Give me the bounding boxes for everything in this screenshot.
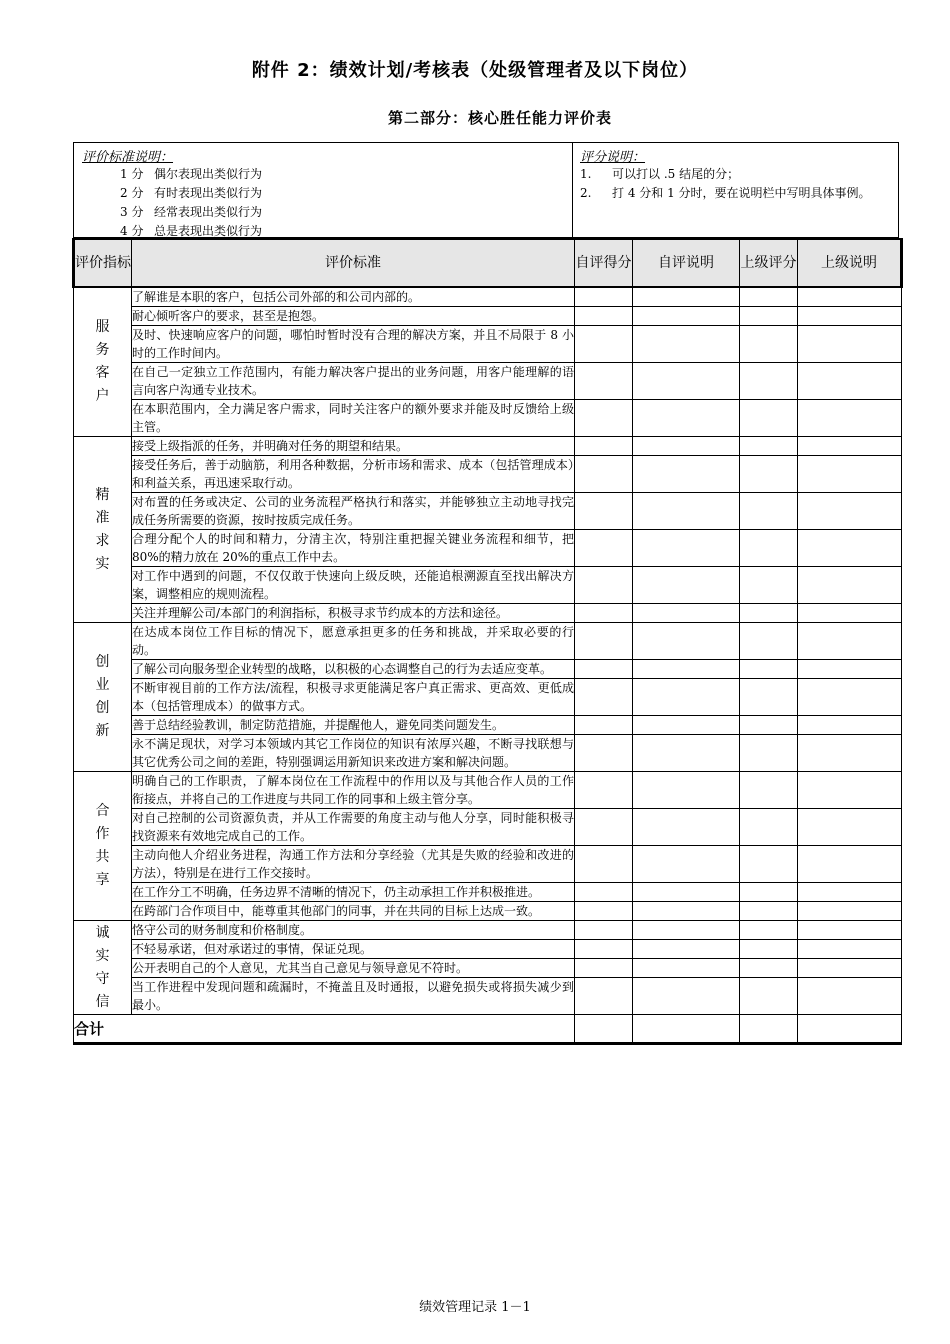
category-label: 服务客户 (74, 287, 132, 437)
criterion-text: 不轻易承诺，但对承诺过的事情，保证兑现。 (132, 940, 575, 959)
self-score-cell[interactable] (575, 959, 633, 978)
table-row (74, 363, 902, 400)
table-row (74, 604, 902, 623)
criteria-note (82, 146, 562, 241)
manager-comment-cell[interactable] (798, 883, 902, 902)
criterion-text: 对工作中遇到的问题，不仅仅敢于快速向上级反映，还能追根溯源直至找出解决方案，调整相应的规则流程。 (132, 567, 575, 604)
manager-score-cell[interactable] (740, 623, 798, 660)
criteria-level: 1 分 偶尔表现出类似行为 (120, 167, 263, 181)
self-score-cell[interactable] (575, 326, 633, 363)
manager-comment-cell[interactable] (798, 902, 902, 921)
manager-score-cell[interactable] (740, 660, 798, 679)
self-comment-cell[interactable] (633, 530, 740, 567)
table-row (74, 660, 902, 679)
criterion-text: 合理分配个人的时间和精力，分清主次，特别注重把握关键业务流程和细节，把 80%的精力放在 20%的重点工作中去。 (132, 530, 575, 567)
table-row (74, 921, 902, 940)
criterion-text: 当工作进程中发现问题和疏漏时，不掩盖且及时通报，以避免损失或将损失减少到最小。 (132, 978, 575, 1015)
table-row (74, 978, 902, 1015)
self-score-cell[interactable] (575, 493, 633, 530)
self-comment-cell[interactable] (633, 809, 740, 846)
self-score-cell[interactable] (575, 940, 633, 959)
criterion-text: 不断审视目前的工作方法/流程，积极寻求更能满足客户真正需求、更高效、更低成本（包括管理成本）的做事方式。 (132, 679, 575, 716)
criterion-text: 了解公司向服务型企业转型的战略，以积极的心态调整自己的行为去适应变革。 (132, 660, 575, 679)
criterion-text: 了解谁是本职的客户，包括公司外部的和公司内部的。 (132, 287, 575, 307)
self-comment-cell[interactable] (633, 456, 740, 493)
table-row (74, 772, 902, 809)
manager-comment-cell[interactable] (798, 716, 902, 735)
self-score-cell[interactable] (575, 530, 633, 567)
page-footer: 绩效管理记录 1－1 (419, 1300, 531, 1315)
criterion-text: 及时、快速响应客户的问题，哪怕时暂时没有合理的解决方案，并且不局限于 8 小时的工作时间内。 (132, 326, 575, 363)
criterion-text: 明确自己的工作职责，了解本岗位在工作流程中的作用以及与其他合作人员的工作衔接点，并将自己的工作进度与共同工作的同事和上级主管分享。 (132, 772, 575, 809)
manager-comment-cell[interactable] (798, 493, 902, 530)
total-self-comment[interactable] (633, 1015, 740, 1044)
manager-score-cell[interactable] (740, 809, 798, 846)
criterion-text: 在工作分工不明确，任务边界不清晰的情况下，仍主动承担工作并积极推进。 (132, 883, 575, 902)
header-indicator: 评价指标 (74, 239, 132, 287)
manager-score-cell[interactable] (740, 902, 798, 921)
manager-score-cell[interactable] (740, 530, 798, 567)
self-comment-cell[interactable] (633, 623, 740, 660)
self-score-cell[interactable] (575, 604, 633, 623)
total-manager-score[interactable] (740, 1015, 798, 1044)
self-score-cell[interactable] (575, 287, 633, 307)
self-score-cell[interactable] (575, 660, 633, 679)
manager-score-cell[interactable] (740, 400, 798, 437)
table-row (74, 493, 902, 530)
table-row (74, 716, 902, 735)
manager-comment-cell[interactable] (798, 809, 902, 846)
competency-evaluation-table (72, 238, 903, 1045)
criteria-note-heading: 评价标准说明： (82, 150, 174, 165)
criteria-level: 4 分 总是表现出类似行为 (120, 224, 263, 238)
manager-score-cell[interactable] (740, 326, 798, 363)
page-subtitle: 第二部分：核心胜任能力评价表 (387, 109, 612, 127)
manager-comment-cell[interactable] (798, 679, 902, 716)
table-row (74, 287, 902, 307)
manager-comment-cell[interactable] (798, 940, 902, 959)
criterion-text: 公开表明自己的个人意见，尤其当自己意见与领导意见不符时。 (132, 959, 575, 978)
manager-score-cell[interactable] (740, 307, 798, 326)
manager-score-cell[interactable] (740, 363, 798, 400)
table-row (74, 567, 902, 604)
self-comment-cell[interactable] (633, 959, 740, 978)
header-manager-score: 上级评分 (740, 239, 798, 287)
criterion-text: 在自己一定独立工作范围内，有能力解决客户提出的业务问题，用客户能理解的语言向客户沟通专业技术。 (132, 363, 575, 400)
manager-comment-cell[interactable] (798, 437, 902, 456)
manager-comment-cell[interactable] (798, 307, 902, 326)
self-score-cell[interactable] (575, 456, 633, 493)
category-label: 创业创新 (74, 623, 132, 772)
scoring-note-heading: 评分说明： (580, 150, 646, 165)
manager-comment-cell[interactable] (798, 772, 902, 809)
self-comment-cell[interactable] (633, 307, 740, 326)
self-comment-cell[interactable] (633, 567, 740, 604)
table-row (74, 846, 902, 883)
manager-score-cell[interactable] (740, 604, 798, 623)
self-comment-cell[interactable] (633, 363, 740, 400)
self-score-cell[interactable] (575, 735, 633, 772)
manager-score-cell[interactable] (740, 772, 798, 809)
manager-score-cell[interactable] (740, 437, 798, 456)
manager-comment-cell[interactable] (798, 921, 902, 940)
header-criteria: 评价标准 (132, 239, 575, 287)
table-row (74, 902, 902, 921)
header-self-comment: 自评说明 (633, 239, 740, 287)
manager-comment-cell[interactable] (798, 660, 902, 679)
self-score-cell[interactable] (575, 567, 633, 604)
manager-score-cell[interactable] (740, 883, 798, 902)
self-score-cell[interactable] (575, 623, 633, 660)
table-row (74, 623, 902, 660)
table-row (74, 437, 902, 456)
manager-comment-cell[interactable] (798, 959, 902, 978)
total-self-score[interactable] (575, 1015, 633, 1044)
table-row (74, 940, 902, 959)
table-row (74, 883, 902, 902)
self-score-cell[interactable] (575, 846, 633, 883)
table-row (74, 456, 902, 493)
self-comment-cell[interactable] (633, 978, 740, 1015)
self-score-cell[interactable] (575, 363, 633, 400)
self-comment-cell[interactable] (633, 883, 740, 902)
manager-score-cell[interactable] (740, 679, 798, 716)
criterion-text: 对布置的任务或决定、公司的业务流程严格执行和落实，并能够独立主动地寻找完成任务所需要的资源，按时按质完成任务。 (132, 493, 575, 530)
manager-comment-cell[interactable] (798, 400, 902, 437)
table-row (74, 530, 902, 567)
manager-comment-cell[interactable] (798, 363, 902, 400)
manager-comment-cell[interactable] (798, 735, 902, 772)
self-comment-cell[interactable] (633, 287, 740, 307)
table-row (74, 400, 902, 437)
manager-comment-cell[interactable] (798, 530, 902, 567)
self-score-cell[interactable] (575, 772, 633, 809)
self-comment-cell[interactable] (633, 735, 740, 772)
instructions-divider (572, 143, 573, 237)
category-label: 合作共享 (74, 772, 132, 921)
manager-comment-cell[interactable] (798, 604, 902, 623)
self-score-cell[interactable] (575, 921, 633, 940)
self-score-cell[interactable] (575, 902, 633, 921)
criteria-level: 3 分 经常表现出类似行为 (120, 205, 263, 219)
instructions-box (73, 142, 899, 238)
scoring-note (580, 146, 894, 203)
table-row (74, 679, 902, 716)
criterion-text: 恪守公司的财务制度和价格制度。 (132, 921, 575, 940)
manager-comment-cell[interactable] (798, 326, 902, 363)
header-manager-comment: 上级说明 (798, 239, 902, 287)
table-row (74, 307, 902, 326)
self-comment-cell[interactable] (633, 660, 740, 679)
criteria-level: 2 分 有时表现出类似行为 (120, 186, 263, 200)
total-manager-comment[interactable] (798, 1015, 902, 1044)
table-row (74, 735, 902, 772)
self-comment-cell[interactable] (633, 493, 740, 530)
page-title: 附件 2：绩效计划/考核表（处级管理者及以下岗位） (251, 60, 699, 81)
self-score-cell[interactable] (575, 883, 633, 902)
manager-score-cell[interactable] (740, 567, 798, 604)
self-comment-cell[interactable] (633, 846, 740, 883)
criterion-text: 在达成本岗位工作目标的情况下，愿意承担更多的任务和挑战，并采取必要的行动。 (132, 623, 575, 660)
table-row (74, 959, 902, 978)
self-score-cell[interactable] (575, 679, 633, 716)
self-comment-cell[interactable] (633, 604, 740, 623)
manager-score-cell[interactable] (740, 456, 798, 493)
header-self-score: 自评得分 (575, 239, 633, 287)
self-comment-cell[interactable] (633, 437, 740, 456)
self-comment-cell[interactable] (633, 940, 740, 959)
table-row (74, 809, 902, 846)
self-comment-cell[interactable] (633, 400, 740, 437)
self-comment-cell[interactable] (633, 772, 740, 809)
self-score-cell[interactable] (575, 400, 633, 437)
self-score-cell[interactable] (575, 437, 633, 456)
manager-comment-cell[interactable] (798, 567, 902, 604)
total-label: 合计 (74, 1015, 575, 1044)
manager-score-cell[interactable] (740, 921, 798, 940)
self-comment-cell[interactable] (633, 716, 740, 735)
manager-score-cell[interactable] (740, 493, 798, 530)
criterion-text: 永不满足现状，对学习本领域内其它工作岗位的知识有浓厚兴趣，不断寻找联想与其它优秀公司之间的差距，特别强调运用新知识来改进方案和解决问题。 (132, 735, 575, 772)
scoring-note-item: 1. 可以打以 .5 结尾的分； (580, 167, 740, 181)
category-label: 诚实守信 (74, 921, 132, 1015)
manager-comment-cell[interactable] (798, 456, 902, 493)
self-comment-cell[interactable] (633, 921, 740, 940)
self-comment-cell[interactable] (633, 679, 740, 716)
criterion-text: 接受任务后，善于动脑筋，利用各种数据，分析市场和需求、成本（包括管理成本）和利益关系，再迅速采取行动。 (132, 456, 575, 493)
self-score-cell[interactable] (575, 307, 633, 326)
manager-comment-cell[interactable] (798, 623, 902, 660)
manager-comment-cell[interactable] (798, 846, 902, 883)
self-score-cell[interactable] (575, 716, 633, 735)
criterion-text: 耐心倾听客户的要求，甚至是抱怨。 (132, 307, 575, 326)
manager-score-cell[interactable] (740, 287, 798, 307)
self-comment-cell[interactable] (633, 326, 740, 363)
criterion-text: 主动向他人介绍业务进程，沟通工作方法和分享经验（尤其是失败的经验和改进的方法），特别是在进行工作交接时。 (132, 846, 575, 883)
criterion-text: 对自己控制的公司资源负责，并从工作需要的角度主动与他人分享，同时能积极寻找资源来有效地完成自己的工作。 (132, 809, 575, 846)
criterion-text: 关注并理解公司/本部门的利润指标，积极寻求节约成本的方法和途径。 (132, 604, 575, 623)
criterion-text: 在跨部门合作项目中，能尊重其他部门的同事，并在共同的目标上达成一致。 (132, 902, 575, 921)
self-comment-cell[interactable] (633, 902, 740, 921)
manager-score-cell[interactable] (740, 959, 798, 978)
manager-score-cell[interactable] (740, 846, 798, 883)
manager-score-cell[interactable] (740, 940, 798, 959)
scoring-note-item: 2. 打 4 分和 1 分时，要在说明栏中写明具体事例。 (580, 186, 871, 200)
table-header-row (74, 239, 902, 287)
manager-comment-cell[interactable] (798, 978, 902, 1015)
criterion-text: 接受上级指派的任务，并明确对任务的期望和结果。 (132, 437, 575, 456)
manager-score-cell[interactable] (740, 735, 798, 772)
manager-comment-cell[interactable] (798, 287, 902, 307)
criterion-text: 在本职范围内，全力满足客户需求，同时关注客户的额外要求并能及时反馈给上级主管。 (132, 400, 575, 437)
self-score-cell[interactable] (575, 809, 633, 846)
total-row (74, 1015, 902, 1044)
manager-score-cell[interactable] (740, 716, 798, 735)
manager-score-cell[interactable] (740, 978, 798, 1015)
category-label: 精准求实 (74, 437, 132, 623)
criterion-text: 善于总结经验教训，制定防范措施，并提醒他人，避免同类问题发生。 (132, 716, 575, 735)
table-row (74, 326, 902, 363)
self-score-cell[interactable] (575, 978, 633, 1015)
